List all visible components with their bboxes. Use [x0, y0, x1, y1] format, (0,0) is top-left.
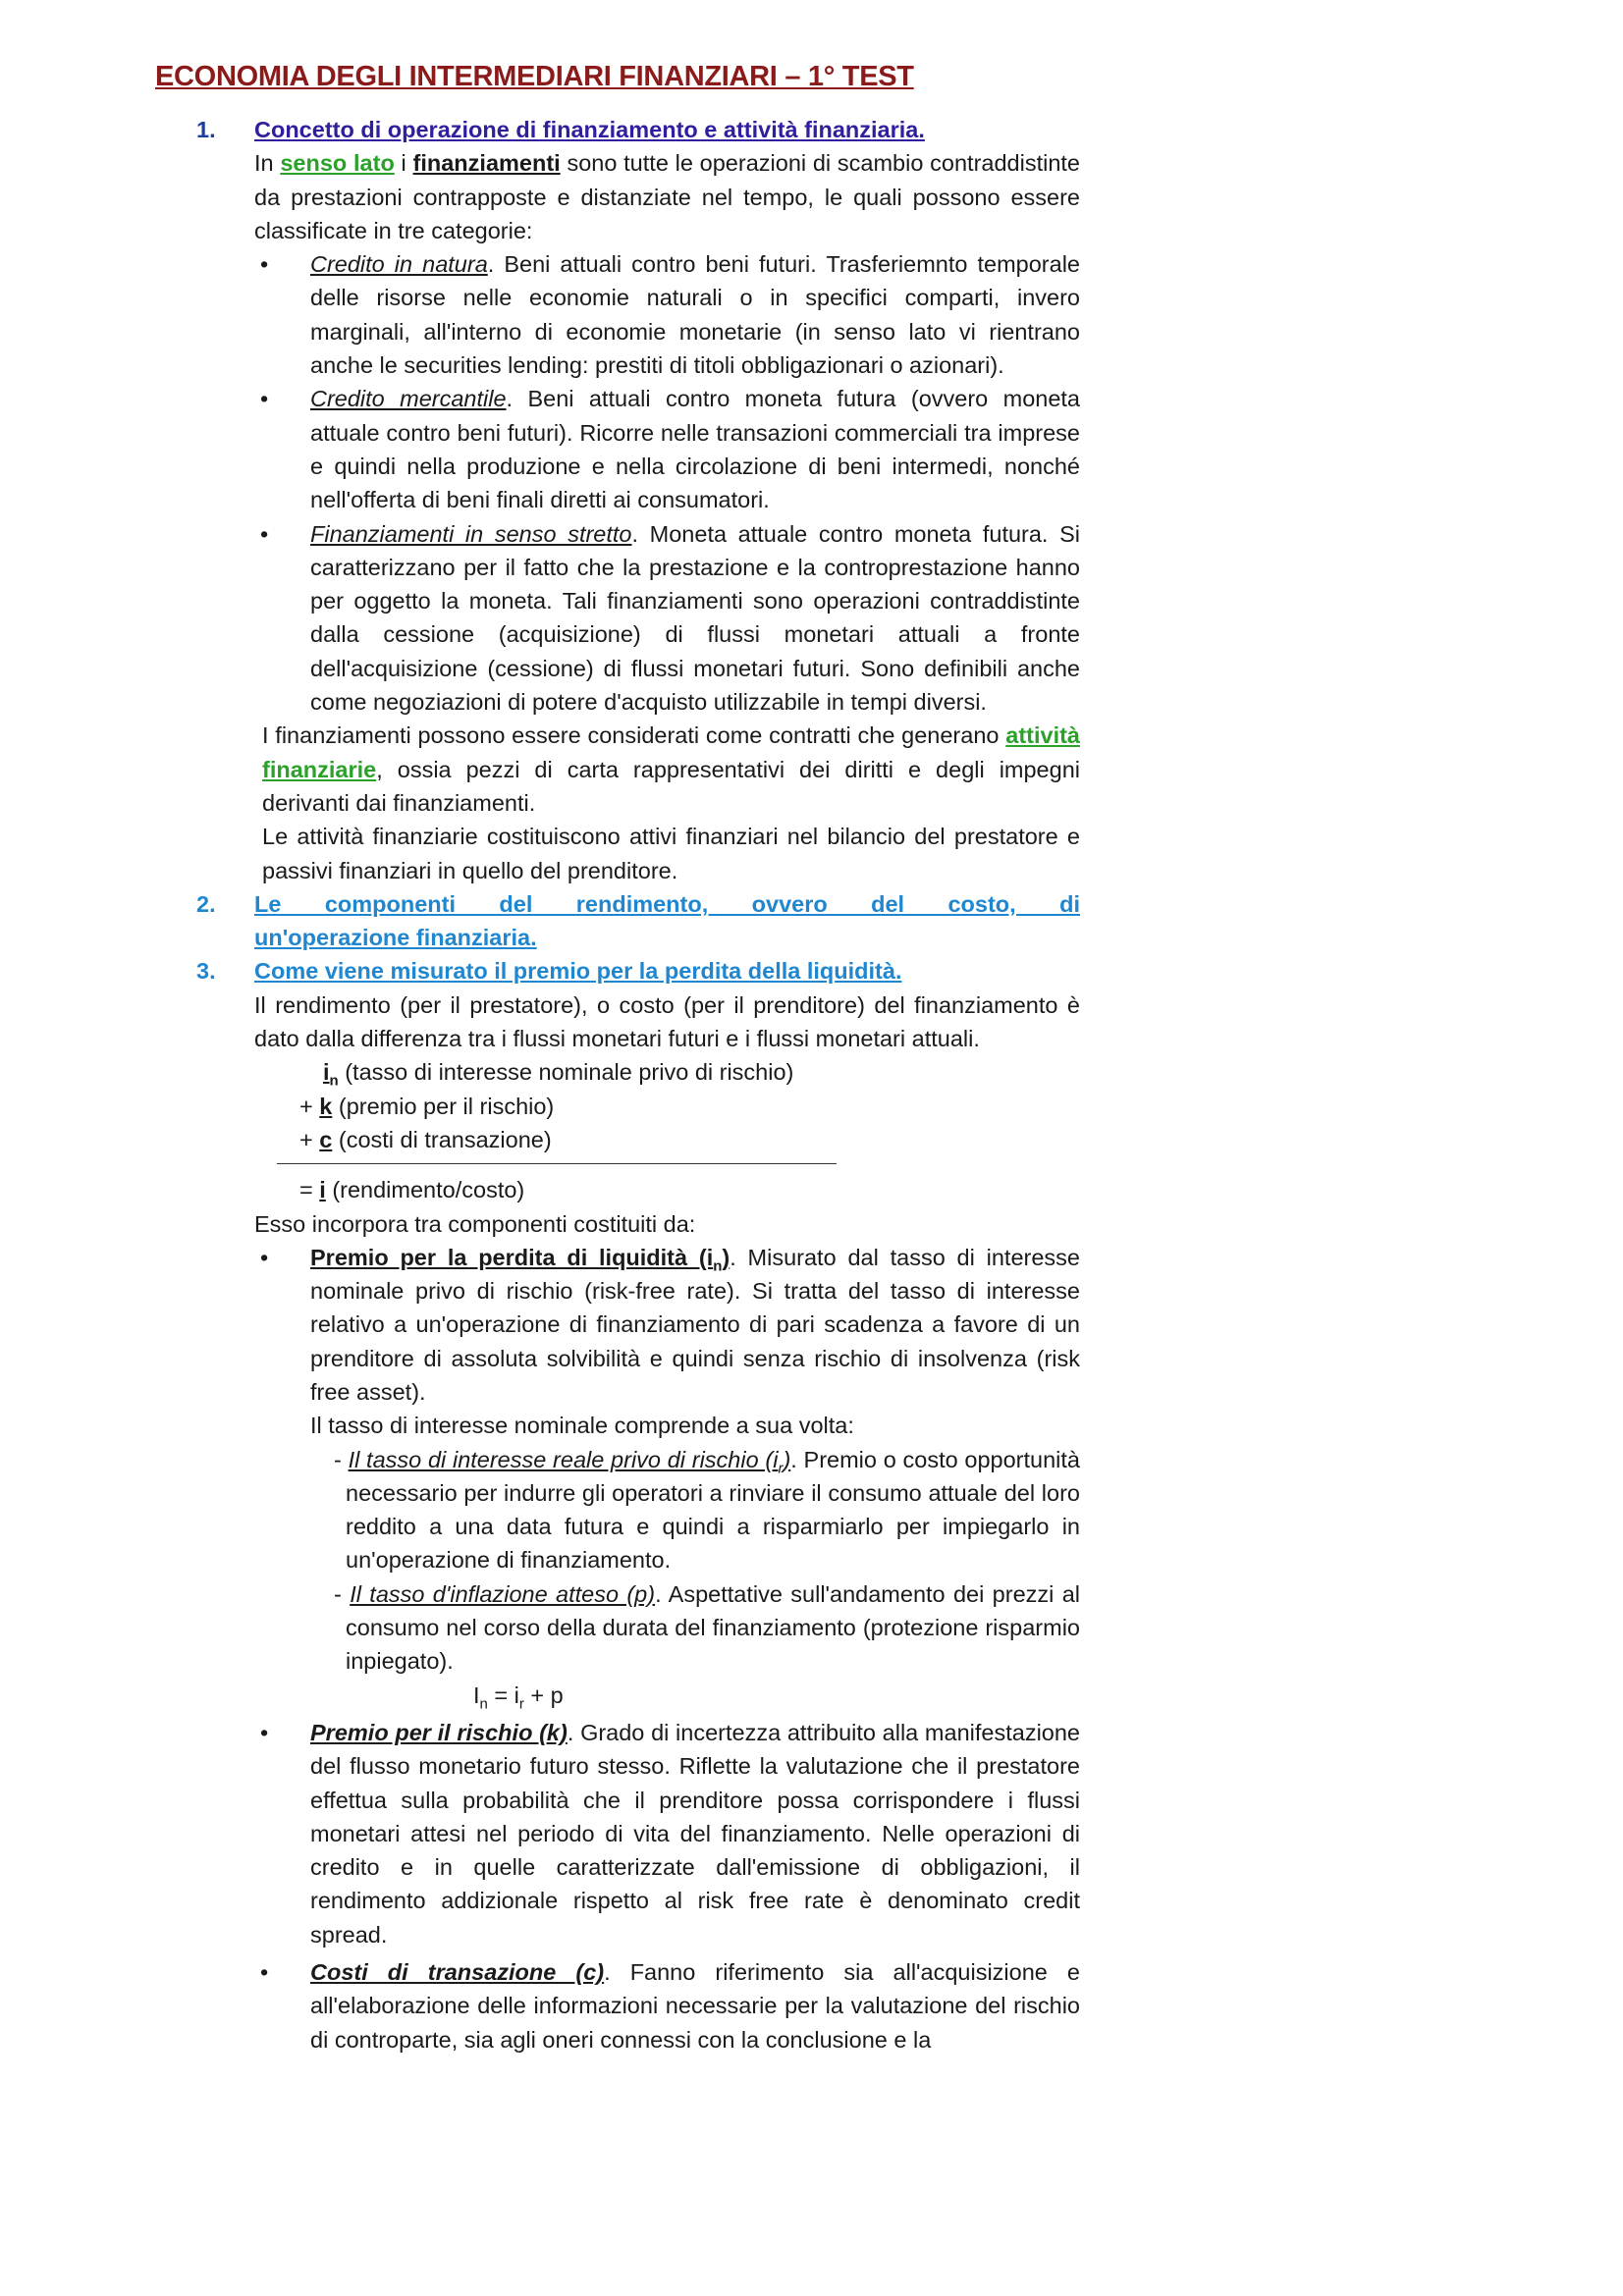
formula-row	[299, 1123, 1080, 1156]
text: . Fanno riferimento sia all'acquisizione e all'elaborazione delle informazioni necessarie per la valutazione del rischio di controparte, sia agli oneri connessi con la conclusione e la	[310, 1959, 1080, 2053]
text: . Beni attuali contro beni futuri. Trasferiemnto temporale delle risorse nelle economie naturali o in specifici comparti, invero marginali, all'interno di economie monetarie (in senso lato vi rientrano anche le securities lending: prestiti di titoli obbligazionari o azionari).	[310, 251, 1080, 379]
var: k	[319, 1093, 333, 1119]
question-number: 2.	[196, 890, 216, 917]
term: Premio per il rischio (k)	[310, 1719, 568, 1745]
q1-after-paragraph	[262, 719, 1080, 820]
bullet: •	[260, 1719, 269, 1745]
term: Credito mercantile	[310, 386, 507, 412]
plus: +	[299, 1093, 320, 1119]
var: i	[319, 1177, 326, 1203]
formula-row	[323, 1055, 1080, 1089]
q1-after-paragraph-2: Le attività finanziarie costituiscono attivi finanziari nel bilancio del prestatore e passivi finanziari in quello del prenditore.	[262, 824, 1080, 883]
sub-intro: Il tasso di interesse nominale comprende a sua volta:	[310, 1413, 854, 1439]
page-title: ECONOMIA DEGLI INTERMEDIARI FINANZIARI – 1° TEST	[155, 61, 914, 92]
formula-block	[299, 1055, 1080, 1156]
equals: =	[299, 1177, 320, 1203]
text: (costi di transazione)	[332, 1126, 552, 1152]
equation: $I_n = i_r + p$	[473, 1682, 564, 1713]
term: Credito in natura	[310, 251, 488, 278]
text: . Misurato dal tasso di interesse nominale privo di rischio (risk-free rate). Si tratta del tasso di interesse relativo a un'operazione di finanziamento di pari scadenza a favore di un prenditore di assoluta solvibilità e quindi senza rischio di insolvenza (risk free asset).	[310, 1244, 1080, 1405]
question-number: 1.	[196, 117, 216, 142]
text: sono tutte le operazioni di scambio contraddistinte da prestazioni contrapposte e distanziate nel tempo, le quali possono essere classificate in tre categorie:	[254, 150, 1080, 243]
question-text: un'operazione finanziaria.	[254, 925, 537, 951]
formula-row	[299, 1090, 1080, 1123]
var: $i_n$	[323, 1059, 339, 1090]
list-item	[254, 1716, 1080, 1951]
list-item	[254, 382, 1080, 516]
text: . Aspettative sull'andamento dei prezzi al consumo nel corso della durata del finanziamento (protezione risparmio inpiegato).	[346, 1580, 1081, 1675]
list-item	[254, 1955, 1080, 2056]
bullet: •	[260, 251, 269, 278]
term: Costi di transazione (c)	[310, 1959, 605, 1986]
term: Il tasso d'inflazione atteso (p)	[350, 1580, 656, 1607]
text: . Premio o costo opportunità necessario per indurre gli operatori a rinviare il consumo attuale del loro reddito a una data futura e quindi a risparmiarlo per impiegarlo in un'operazione di finanziamento.	[346, 1446, 1080, 1574]
sub-item: - Il tasso d'inflazione atteso (p). Aspettative sull'andamento dei prezzi al consumo nel corso della durata del finanziamento (protezione risparmio inpiegato).	[334, 1580, 1081, 1675]
bullet: •	[260, 520, 269, 547]
text: In	[254, 150, 281, 177]
question-2-heading	[196, 887, 1080, 921]
text: , ossia pezzi di carta rappresentativi dei diritti e degli impegni derivanti dai finanziamenti.	[262, 756, 1080, 816]
text: (tasso di interesse nominale privo di rischio)	[338, 1059, 794, 1086]
text: (premio per il rischio)	[332, 1093, 555, 1119]
bullet: •	[260, 386, 269, 412]
text: i	[394, 150, 413, 177]
plus: +	[299, 1126, 320, 1152]
text: . Beni attuali contro moneta futura (ovvero moneta attuale contro beni futuri). Ricorre nelle transazioni commerciali tra imprese e quindi nella produzione e nella circolazione di beni intermedi, nonché nell'offerta di beni finali diretti ai consumatori.	[310, 386, 1081, 513]
sum-rule	[277, 1163, 837, 1164]
question-text: Come viene misurato il premio per la perdita della liquidità.	[254, 958, 902, 985]
sub-item: - Il tasso di interesse reale privo di rischio $(i_r)$. Premio o costo opportunità necessario per indurre gli operatori a rinviare il consumo attuale del loro reddito a una data futura e quindi a risparmiarlo per impiegarlo in un'operazione di finanziamento.	[334, 1446, 1080, 1574]
highlight-attivita-finanziarie: attività finanziarie	[262, 722, 1080, 782]
list-item	[254, 247, 1080, 382]
bullet: •	[260, 1244, 269, 1270]
term: Finanziamenti in senso stretto	[310, 520, 632, 547]
list-item	[254, 1241, 1080, 1409]
var: c	[319, 1126, 333, 1152]
bullet: •	[260, 1959, 269, 1986]
highlight-senso-lato: senso lato	[280, 150, 395, 177]
question-2-heading-cont	[196, 921, 1080, 954]
text: I finanziamenti possono essere considerati come contratti che generano	[262, 722, 1006, 749]
term: Premio per la perdita di liquidità $(i_n)$	[310, 1244, 730, 1275]
text: . Moneta attuale contro moneta futura. Si caratterizzano per il fatto che la prestazione e la controprestazione hanno per oggetto la moneta. Tali finanziamenti sono operazioni contraddistinte dalla cessione (acquisizione) di flussi monetari attuali a fronte dell'acquisizione (cessione) di flussi monetari futuri. Sono definibili anche come negoziazioni di potere d'acquisto utilizzabile in tempi diversi.	[310, 520, 1080, 716]
question-text: Concetto di operazione di finanziamento e attività finanziaria.	[254, 117, 925, 142]
term-finanziamenti: finanziamenti	[412, 150, 561, 177]
components-intro: Esso incorpora tra componenti costituiti da:	[254, 1210, 696, 1237]
text: (rendimento/costo)	[325, 1177, 525, 1203]
question-3-heading	[196, 954, 1080, 988]
document-body	[196, 113, 1080, 2056]
question-1-heading	[196, 113, 1080, 146]
q3-intro-paragraph: Il rendimento (per il prestatore), o costo (per il prenditore) del finanziamento è dato dalla differenza tra i flussi monetari futuri e i flussi monetari attuali.	[254, 991, 1080, 1052]
question-number: 3.	[196, 958, 216, 985]
text: . Grado di incertezza attribuito alla manifestazione del flusso monetario futuro stesso. Riflette la valutazione che il prestatore effettua sulla probabilità che il prenditore possa corrispondere i flussi monetari attesi nel periodo di vita del finanziamento. Nelle operazioni di credito e in quelle caratterizzate dall'emissione di obbligazioni, il rendimento addizionale rispetto al risk free rate è denominato credit spread.	[310, 1719, 1080, 1948]
question-text: Le componenti del rendimento, ovvero del costo, di	[254, 890, 1080, 917]
formula-result	[299, 1173, 1080, 1206]
q1-intro-paragraph	[254, 146, 1080, 247]
list-item	[254, 517, 1080, 720]
term: Il tasso di interesse reale privo di rischio $(i_r)$	[348, 1446, 791, 1477]
